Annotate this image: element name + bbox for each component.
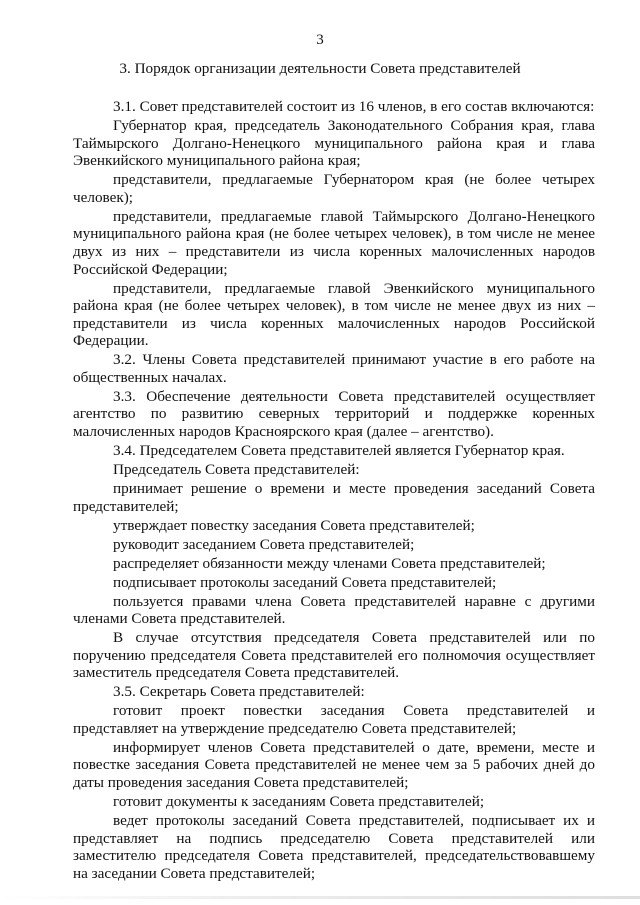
paragraph-3-3: 3.3. Обеспечение деятельности Совета представителей осуществляет агентство по развитию северных территорий и поддержке коренных малочисленных народов Красноярского края (далее – агентство).: [73, 387, 595, 441]
paragraph-3-4: 3.4. Председателем Совета представителей является Губернатор края.: [113, 442, 565, 460]
page-number: 3: [316, 32, 324, 48]
paragraph-3-5: 3.5. Секретарь Совета представителей:: [113, 683, 365, 701]
paragraph-3-2: 3.2. Члены Совета представителей принимают участие в его работе на общественных началах.: [73, 351, 595, 386]
paragraph-evenki-reps: представители, предлагаемые главой Эвенкийского муниципального района края (не более четырех человек), в том числе не менее двух из них – представители из числа коренных малочисленных народов Российской Федерации.: [73, 279, 595, 350]
paragraph-chairman-rights: пользуется правами члена Совета представителей наравне с другими членами Совета представителей.: [73, 592, 595, 628]
paragraph-taimyr-reps: представители, предлагаемые главой Таймырского Долгано-Ненецкого муниципального района края (не более четырех человек), в том числе не менее двух из них – представители из числа коренных малочисленных народов Российской Федерации;: [73, 207, 595, 278]
section-heading: 3. Порядок организации деятельности Совета представителей: [119, 60, 521, 77]
paragraph-chairman-distributes: распределяет обязанности между членами Совета представителей;: [113, 554, 546, 572]
paragraph-council-heads: Губернатор края, председатель Законодательного Собрания края, глава Таймырского Долгано-Ненецкого муниципального района края и глава Эвенкийского муниципального района края;: [73, 116, 595, 170]
paragraph-chairman-leads: руководит заседанием Совета представителей;: [113, 535, 415, 553]
paragraph-chairman-intro: Председатель Совета представителей:: [113, 461, 360, 478]
paragraph-chairman-agenda: утверждает повестку заседания Совета представителей;: [113, 516, 475, 534]
paragraph-chairman-decides: принимает решение о времени и месте проведения заседаний Совета представителей;: [73, 479, 595, 515]
paragraph-3-1: 3.1. Совет представителей состоит из 16 членов, в его состав включаются:: [113, 98, 595, 115]
document-body: [73, 98, 595, 882]
scan-edge-mark: [0, 896, 640, 899]
paragraph-governor-reps: представители, предлагаемые Губернатором края (не более четырех человек);: [73, 171, 595, 206]
paragraph-secretary-informs: информирует членов Совета представителей о дате, времени, месте и повестке заседания Совета представителей не менее чем за 5 рабочих дней до даты проведения заседания Совета представителей;: [73, 738, 595, 791]
paragraph-secretary-documents: готовит документы к заседаниям Совета представителей;: [113, 792, 485, 810]
paragraph-chairman-signs: подписывает протоколы заседаний Совета представителей;: [113, 573, 497, 591]
paragraph-secretary-protocols: ведет протоколы заседаний Совета представителей, подписывает их и представляет на подпись председателю Совета представителей или заместителю председателя Совета представителей, председательствовавшему на заседании Совета представителей;: [73, 811, 595, 882]
paragraph-secretary-agenda: готовит проект повестки заседания Совета представителей и представляет на утверждение председателю Совета представителей;: [73, 702, 595, 737]
paragraph-deputy-chairman: В случае отсутствия председателя Совета представителей или по поручению председателя Совета представителей его полномочия осуществляет заместитель председателя Совета представителей.: [73, 629, 595, 682]
